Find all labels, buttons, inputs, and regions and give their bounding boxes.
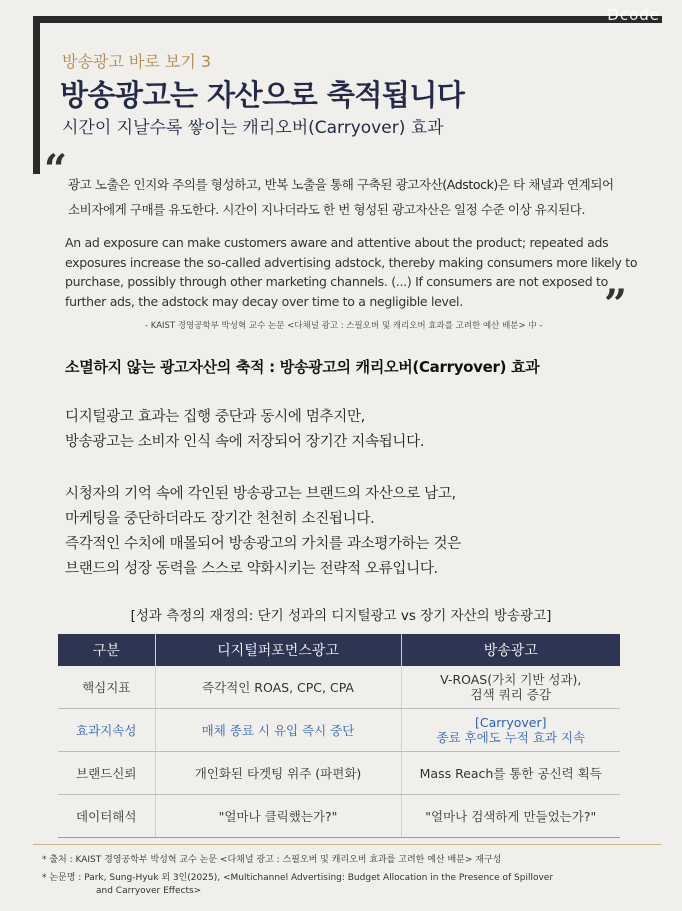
paragraph-line: 시청자의 기억 속에 각인된 방송광고는 브랜드의 자산으로 남고, — [65, 486, 456, 502]
table-row — [58, 752, 620, 795]
footnote-paper: * 논문명 : Park, Sung-Hyuk 외 3인(2025), <Multichannel Advertising: Budget Allocation in the Presence of Spillover — [42, 873, 554, 883]
row-label: 브랜드신뢰 — [58, 752, 155, 795]
table-row-highlighted — [58, 709, 620, 752]
quote-korean-line: 광고 노출은 인지와 주의를 형성하고, 반복 노출을 통해 구축된 광고자산(Adstock)은 타 채널과 연계되어 — [68, 177, 614, 192]
broadcast-line: 검색 쿼리 증감 — [470, 687, 551, 702]
table-row — [58, 666, 620, 709]
header-digital: 디지털퍼포먼스광고 — [155, 634, 401, 666]
quote-english: An ad exposure can make customers aware and attentive about the product; repeated ads exposures increase the so-called advertising adstock, thereby making consumers more likely to purchase, possibly through other marketing channels. (...) If consumers are not exposed to further ads, the adstock may decay over time to a negligible level. — [65, 235, 638, 309]
quote-korean-line: 소비자에게 구매를 유도한다. 시간이 지나더라도 한 번 형성된 광고자산은 일정 수준 이상 유지된다. — [68, 202, 586, 217]
digital-cell: "얼마나 클릭했는가?" — [155, 795, 401, 838]
paragraph-line: 즉각적인 수치에 매몰되어 방송광고의 가치를 과소평가하는 것은 — [65, 536, 461, 552]
broadcast-cell: "얼마나 검색하게 만들었는가?" — [401, 795, 620, 838]
broadcast-line: V-ROAS(가치 기반 성과), — [440, 672, 582, 687]
section-heading: 소멸하지 않는 광고자산의 축적 : 방송광고의 캐리오버(Carryover) 효과 — [65, 358, 540, 376]
table-row — [58, 795, 620, 838]
page-subtitle: 시간이 지날수록 쌓이는 캐리오버(Carryover) 효과 — [62, 118, 444, 138]
footnote-paper-cont: and Carryover Effects> — [96, 886, 202, 896]
series-label: 방송광고 바로 보기 3 — [62, 52, 212, 71]
row-label: 핵심지표 — [58, 666, 155, 709]
broadcast-line: [Carryover] — [475, 715, 547, 730]
paragraph-line: 방송광고는 소비자 인식 속에 저장되어 장기간 지속됩니다. — [65, 434, 425, 450]
broadcast-cell — [401, 709, 620, 752]
frame-left-bar — [33, 16, 40, 174]
paragraph-1 — [65, 405, 424, 455]
paragraph-line: 마케팅을 중단하더라도 장기간 천천히 소진됩니다. — [65, 511, 375, 527]
quote-korean — [68, 172, 614, 222]
row-label: 효과지속성 — [58, 709, 155, 752]
digital-cell: 즉각적인 ROAS, CPC, CPA — [155, 666, 401, 709]
table-header-row — [58, 634, 620, 666]
paragraph-line: 디지털광고 효과는 집행 중단과 동시에 멈추지만, — [65, 409, 365, 425]
frame-top-bar — [33, 16, 662, 23]
digital-cell: 개인화된 타겟팅 위주 (파편화) — [155, 752, 401, 795]
broadcast-cell: Mass Reach를 통한 공신력 획득 — [401, 752, 620, 795]
row-label: 데이터해석 — [58, 795, 155, 838]
footer-divider — [33, 844, 662, 845]
comparison-table — [58, 634, 620, 838]
digital-cell: 매체 종료 시 유입 즉시 중단 — [155, 709, 401, 752]
open-quote-icon: “ — [44, 146, 68, 193]
header-broadcast: 방송광고 — [401, 634, 620, 666]
broadcast-cell — [401, 666, 620, 709]
footnote-source: * 출처 : KAIST 경영공학부 박성혁 교수 논문 <다채널 광고 : 스필오버 및 캐리오버 효과를 고려한 예산 배분> 재구성 — [42, 855, 502, 865]
broadcast-line: 종료 후에도 누적 효과 지속 — [436, 730, 586, 745]
table-caption: [성과 측정의 재정의: 단기 성과의 디지털광고 vs 장기 자산의 방송광고] — [130, 608, 552, 624]
header-category: 구분 — [58, 634, 155, 666]
close-quote-icon: ” — [604, 281, 628, 328]
watermark-logo: Dcode — [607, 6, 660, 24]
paragraph-line: 브랜드의 성장 동력을 스스로 약화시키는 전략적 오류입니다. — [65, 561, 438, 577]
page-title: 방송광고는 자산으로 축적됩니다 — [60, 78, 465, 112]
quote-source: - KAIST 경영공학부 박성혁 교수 논문 <다채널 광고 : 스필오버 및 캐리오버 효과를 고려한 예산 배분> 中 - — [145, 321, 543, 331]
paragraph-2 — [65, 482, 461, 582]
